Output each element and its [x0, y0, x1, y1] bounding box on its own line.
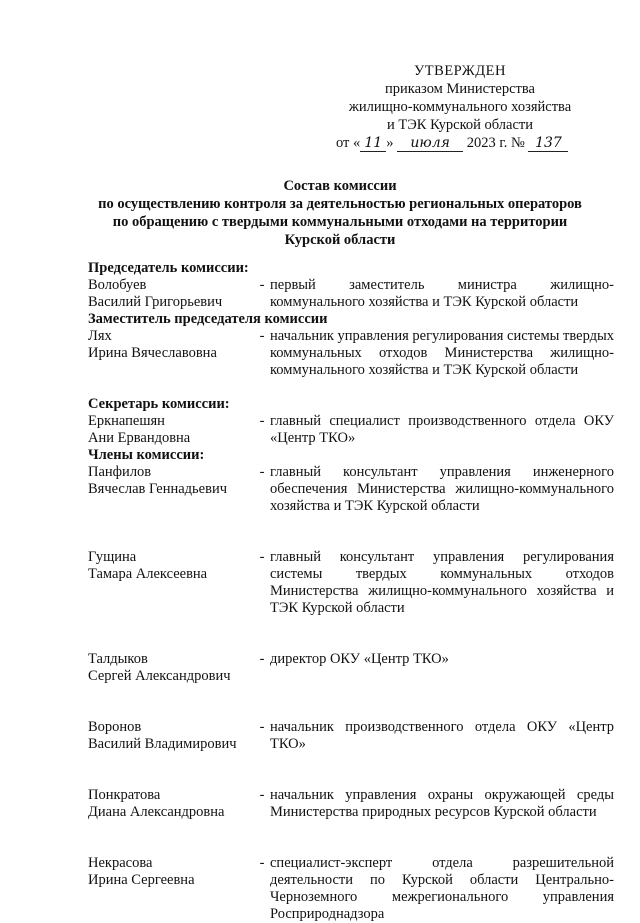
member-surname: Гущина [88, 549, 137, 565]
dash-separator: - [259, 651, 265, 667]
member-surname: Понкратова [88, 787, 161, 803]
member-role: начальник управления регулирования системы твердых коммунальных отходов Министерства жилищно-коммунального хозяйства и ТЭК Курской области [270, 328, 614, 378]
member-role: первый заместитель министра жилищно-коммунального хозяйства и ТЭК Курской области [270, 277, 614, 310]
dash-separator: - [259, 277, 265, 293]
member-row [88, 855, 614, 923]
dash-separator: - [259, 464, 265, 480]
member-given-names: Тамара Алексеевна [88, 566, 208, 582]
member-role: начальник производственного отдела ОКУ «Центр ТКО» [270, 719, 614, 752]
approval-line-2: жилищно-коммунального хозяйства [348, 99, 572, 115]
member-name [88, 787, 254, 821]
member-given-names: Василий Владимирович [88, 736, 237, 752]
member-surname: Талдыков [88, 651, 148, 667]
heading-line-4: Курской области [284, 232, 396, 248]
member-role: директор ОКУ «Центр ТКО» [270, 651, 449, 667]
year-text: 2023 г. № [466, 135, 525, 151]
member-given-names: Ирина Вячеславовна [88, 345, 217, 361]
member-role: специалист-эксперт отдела разрешительной деятельности по Курской области Центрально-Черноземного межрегионального управления Росприроднадзора [270, 855, 614, 922]
member-name [88, 328, 254, 362]
approval-date-line [330, 134, 590, 152]
member-role: главный специалист производственного отдела ОКУ «Центр ТКО» [270, 413, 614, 446]
commission-roster [88, 260, 614, 923]
heading-line-1: Состав комиссии [283, 178, 397, 194]
section-deputy: Заместитель председателя комиссии [88, 311, 328, 327]
member-surname: Еркнапешян [88, 413, 165, 429]
member-surname: Некрасова [88, 855, 153, 871]
section-secretary: Секретарь комиссии: [88, 396, 230, 412]
member-given-names: Вячеслав Геннадьевич [88, 481, 228, 497]
member-row [88, 719, 614, 753]
section-members: Члены комиссии: [88, 447, 205, 463]
approval-stamp [330, 62, 590, 152]
member-row [88, 651, 614, 685]
approval-line-1: приказом Министерства [385, 81, 535, 97]
heading-line-3: по обращению с твердыми коммунальными отходами на территории [112, 214, 568, 230]
member-name [88, 855, 254, 889]
date-mid: » [386, 135, 394, 151]
document-heading [60, 177, 620, 249]
member-surname: Волобуев [88, 277, 147, 293]
approval-title: УТВЕРЖДЕН [414, 63, 506, 79]
member-name [88, 719, 254, 753]
dash-separator: - [259, 413, 265, 429]
member-row [88, 464, 614, 515]
member-row [88, 277, 614, 311]
section-chair: Председатель комиссии: [88, 260, 249, 276]
date-prefix: от « [336, 135, 361, 151]
dash-separator: - [259, 787, 265, 803]
approval-line-3: и ТЭК Курской области [386, 117, 534, 133]
member-name [88, 651, 254, 685]
member-name [88, 277, 254, 311]
member-surname: Воронов [88, 719, 142, 735]
member-given-names: Василий Григорьевич [88, 294, 223, 310]
member-row [88, 549, 614, 617]
member-name [88, 413, 254, 447]
handwritten-number: 137 [528, 136, 568, 152]
member-role: главный консультант управления инженерного обеспечения Министерства жилищно-коммунального хозяйства и ТЭК Курской области [270, 464, 614, 514]
handwritten-day: 11 [360, 136, 386, 152]
dash-separator: - [259, 719, 265, 735]
member-given-names: Сергей Александрович [88, 668, 231, 684]
dash-separator: - [259, 328, 265, 344]
member-surname: Лях [88, 328, 112, 344]
member-surname: Панфилов [88, 464, 152, 480]
handwritten-month: июля [397, 136, 463, 152]
heading-line-2: по осуществлению контроля за деятельностью региональных операторов [98, 196, 582, 212]
member-row [88, 787, 614, 821]
member-row [88, 328, 614, 379]
member-role: начальник управления охраны окружающей среды Министерства природных ресурсов Курской области [270, 787, 614, 820]
member-given-names: Ирина Сергеевна [88, 872, 195, 888]
member-role: главный консультант управления регулирования системы твердых коммунальных отходов Министерства жилищно-коммунального хозяйства и ТЭК Курской области [270, 549, 614, 616]
member-row [88, 413, 614, 447]
member-given-names: Диана Александровна [88, 804, 225, 820]
dash-separator: - [259, 855, 265, 871]
member-name [88, 464, 254, 498]
dash-separator: - [259, 549, 265, 565]
member-name [88, 549, 254, 583]
member-given-names: Ани Ервандовна [88, 430, 191, 446]
